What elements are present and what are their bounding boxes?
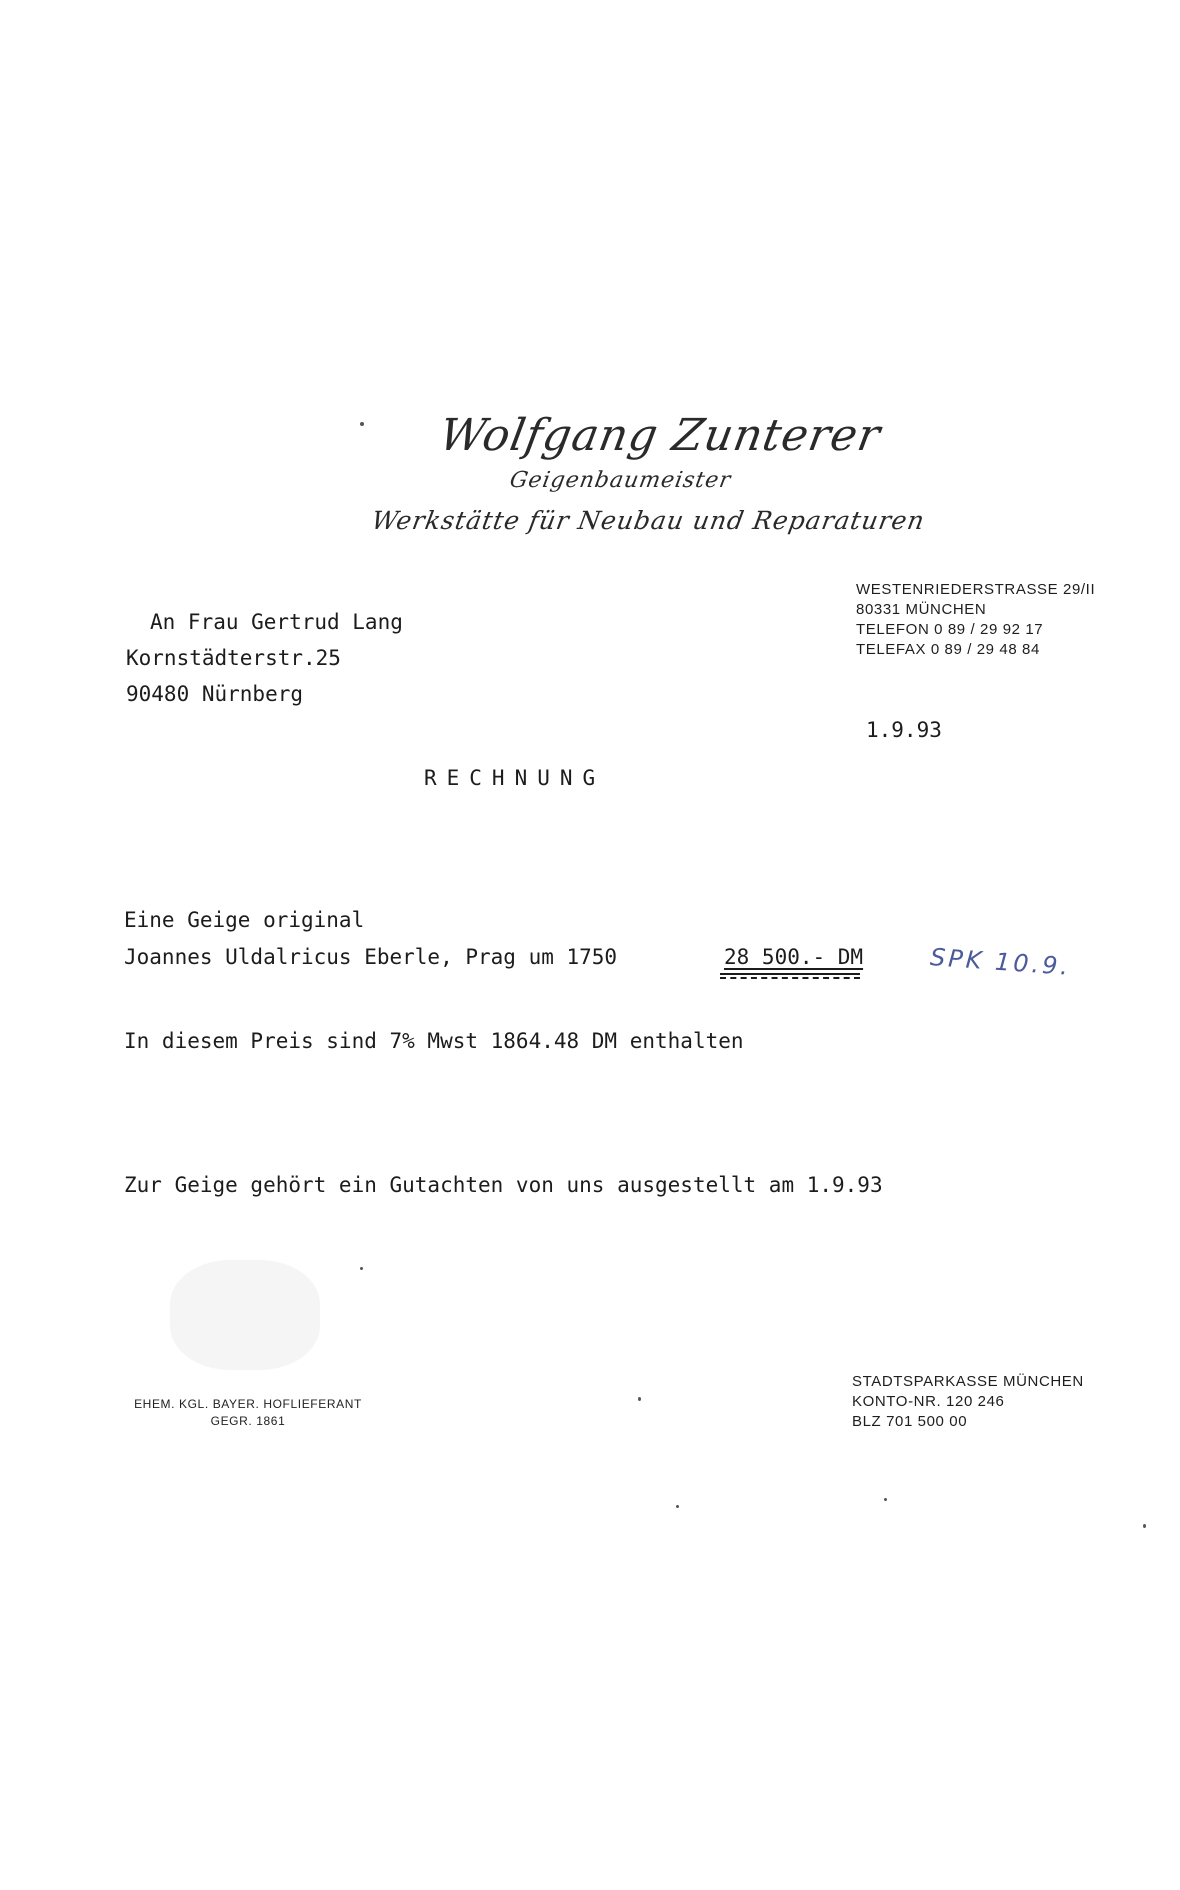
- letterhead-name: Wolfgang Zunterer: [435, 410, 885, 461]
- recipient-city: 90480 Nürnberg: [126, 682, 304, 706]
- firm-city: 80331 MÜNCHEN: [856, 601, 987, 618]
- scan-speck: [676, 1505, 679, 1508]
- invoice-amount: 28 500.- DM: [724, 945, 864, 969]
- recipient-salutation: An Frau Gertrud Lang: [150, 610, 403, 634]
- firm-fax: TELEFAX 0 89 / 29 48 84: [856, 641, 1040, 658]
- scan-smudge: [170, 1260, 320, 1370]
- firm-street: WESTENRIEDERSTRASSE 29/II: [856, 581, 1096, 598]
- invoice-date: 1.9.93: [866, 718, 942, 742]
- recipient-street: Kornstädterstr.25: [126, 646, 341, 670]
- scan-speck: [638, 1397, 641, 1401]
- handwritten-bank-note: SPK 10.9.: [929, 943, 1072, 981]
- footer-blz: BLZ 701 500 00: [852, 1413, 968, 1430]
- letterhead-subtitle: Werkstätte für Neubau und Reparaturen: [369, 506, 928, 535]
- firm-phone: TELEFON 0 89 / 29 92 17: [856, 621, 1044, 638]
- item-description-line2: Joannes Uldalricus Eberle, Prag um 1750: [124, 945, 618, 969]
- amount-double-rule: [720, 973, 860, 979]
- footer-founded: GEGR. 1861: [210, 1414, 286, 1428]
- certificate-note: Zur Geige gehört ein Gutachten von uns ausgestellt am 1.9.93: [124, 1173, 883, 1197]
- item-description-line1: Eine Geige original: [124, 908, 365, 932]
- scan-speck: [360, 1267, 363, 1270]
- footer-purveyor-line1: EHEM. KGL. BAYER. HOFLIEFERANT: [134, 1397, 362, 1411]
- scan-speck: [360, 422, 364, 426]
- scan-speck: [1143, 1524, 1146, 1528]
- tax-note: In diesem Preis sind 7% Mwst 1864.48 DM enthalten: [124, 1029, 744, 1053]
- footer-purveyor: [128, 1396, 368, 1430]
- letterhead-title: Geigenbaumeister: [507, 468, 734, 493]
- firm-address: [856, 580, 1095, 660]
- footer-bank-details: [852, 1372, 1084, 1432]
- scan-speck: [884, 1498, 887, 1501]
- footer-account-number: KONTO-NR. 120 246: [852, 1393, 1005, 1410]
- invoice-heading: RECHNUNG: [424, 766, 606, 790]
- footer-bank-name: STADTSPARKASSE MÜNCHEN: [852, 1373, 1084, 1390]
